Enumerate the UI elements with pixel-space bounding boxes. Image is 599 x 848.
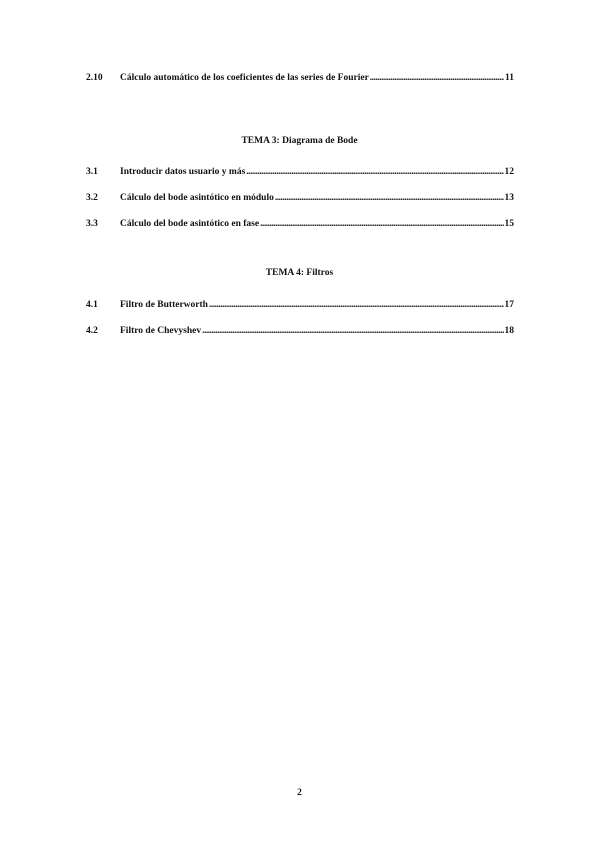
page-number: 2	[297, 788, 302, 798]
toc-dot-leader	[260, 217, 503, 231]
toc-dot-leader	[209, 298, 504, 312]
toc-entry-page: 18	[504, 326, 514, 336]
toc-entry-4-2[interactable]	[86, 324, 514, 338]
toc-entry-title: Introducir datos usuario y más	[120, 167, 246, 177]
toc-entry-page: 17	[504, 300, 514, 310]
toc-entry-3-2[interactable]	[86, 191, 514, 205]
toc-entry-number: 3.3	[86, 219, 98, 229]
toc-entry-title: Cálculo del bode asintótico en módulo	[120, 193, 274, 203]
toc-entry-page: 11	[505, 73, 514, 83]
toc-entry-page: 12	[504, 167, 514, 177]
toc-dot-leader	[275, 191, 504, 205]
toc-entry-page: 15	[504, 219, 514, 229]
section-heading-tema-3: TEMA 3: Diagrama de Bode	[241, 136, 358, 146]
toc-entry-2-10[interactable]	[86, 71, 514, 85]
toc-entry-title: Filtro de Butterworth	[120, 300, 208, 310]
toc-entry-number: 4.2	[86, 326, 98, 336]
toc-dot-leader	[370, 71, 504, 85]
toc-dot-leader	[202, 324, 503, 338]
toc-entry-title: Cálculo del bode asintótico en fase	[120, 219, 260, 229]
toc-entry-4-1[interactable]	[86, 298, 514, 312]
toc-entry-number: 2.10	[86, 73, 103, 83]
section-heading-tema-4: TEMA 4: Filtros	[265, 268, 334, 278]
toc-entry-3-3[interactable]	[86, 217, 514, 231]
toc-entry-title: Filtro de Chevyshev	[120, 326, 202, 336]
toc-entry-page: 13	[504, 193, 514, 203]
toc-dot-leader	[246, 165, 503, 179]
toc-entry-number: 4.1	[86, 300, 98, 310]
toc-entry-title: Cálculo automático de los coeficientes de las series de Fourier	[120, 73, 369, 83]
toc-entry-number: 3.1	[86, 167, 98, 177]
toc-entry-3-1[interactable]	[86, 165, 514, 179]
toc-entry-number: 3.2	[86, 193, 98, 203]
